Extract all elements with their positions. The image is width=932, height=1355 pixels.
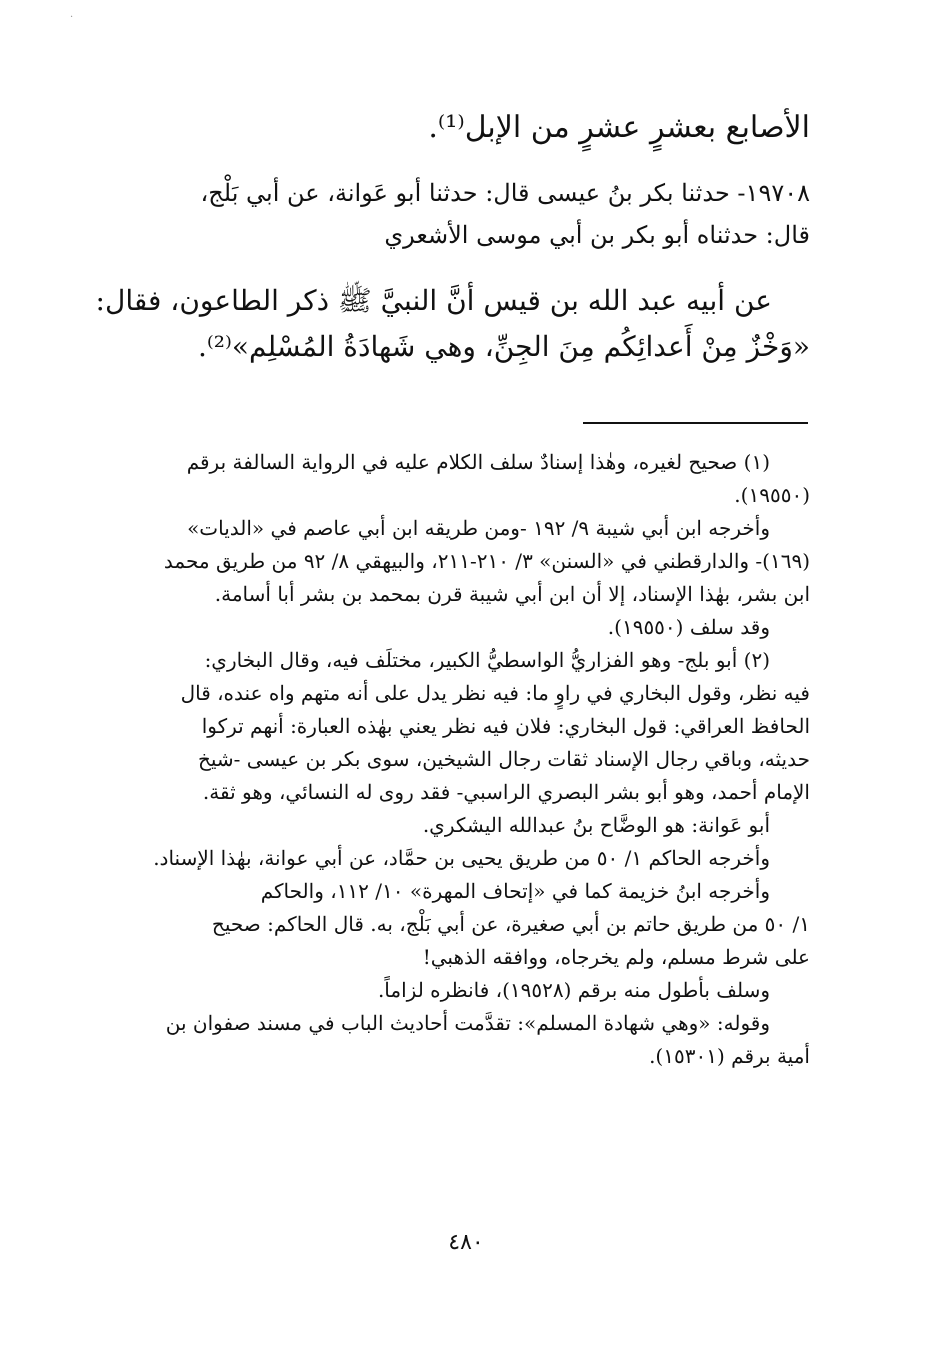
hadith-chain-line: قال: حدثناه أبو بكر بن أبي موسى الأشعري bbox=[384, 221, 810, 249]
main-text-top bbox=[95, 108, 810, 148]
footnote-line: وسلف بأطول منه برقم (١٩٥٢٨)، فانظره لزاماً. bbox=[377, 978, 770, 1002]
footnote-line: على شرط مسلم، ولم يخرجاه، ووافقه الذهبي! bbox=[422, 945, 810, 969]
footnote-line: (١٦٩)- والدارقطني في «السنن» ٣/ ٢١٠-٢١١، والبيهقي ٨/ ٩٢ من طريق محمد bbox=[163, 549, 810, 573]
footnote-line: حديثه، وباقي رجال الإسناد ثقات رجال الشيخين، سوى بكر بن عيسى -شيخ bbox=[197, 747, 810, 771]
page-number: ٤٨٠ bbox=[448, 1230, 484, 1255]
footnote-line: ١/ ٥٠ من طريق حاتم بن أبي صغيرة، عن أبي بَلْج، به. قال الحاكم: صحيح bbox=[211, 912, 810, 936]
footnote-line: (٢) أبو بلج- وهو الفزاريُّ الواسطيُّ الكبير، مختلَف فيه، وقال البخاري: bbox=[204, 648, 770, 672]
footnote-line: وقوله: «وهي شهادة المسلم»: تقدَّمت أحاديث الباب في مسند صفوان بن bbox=[165, 1011, 770, 1035]
scan-mark: · bbox=[70, 12, 74, 23]
footnotes bbox=[95, 446, 810, 1073]
footnote-line: وأخرجه الحاكم ١/ ٥٠ من طريق يحيى بن حمَّاد، عن أبي عوانة، بهٰذا الإسناد. bbox=[153, 846, 770, 870]
text-line: الأصابع بعشرٍ عشرٍ من الإبل⁽¹⁾. bbox=[428, 110, 810, 145]
hadith-text-line: «وَخْزٌ مِنْ أَعدائِكُم مِنَ الجِنِّ، وهي شَهادَةُ المُسْلِم»⁽²⁾. bbox=[198, 330, 810, 363]
hadith-text-line: عن أبيه عبد الله بن قيس أنَّ النبيَّ ﷺ ذكر الطاعون، فقال: bbox=[95, 284, 772, 317]
footnote-line: (١٩٥٥٠). bbox=[734, 483, 810, 507]
footnote-line: الإمام أحمد، وهو أبو بشر البصري الراسبي- فقد روى له النسائي، وهو ثقة. bbox=[202, 780, 810, 804]
hadith-chain-line: ١٩٧٠٨- حدثنا بكر بنُ عيسى قال: حدثنا أبو عَوانة، عن أبي بَلْج، bbox=[200, 179, 810, 207]
footnote-line: ابن بشر، بهٰذا الإسناد، إلا أن ابن أبي شيبة قرن بمحمد بن بشر أبا أسامة. bbox=[214, 582, 810, 606]
footnote-line: الحافظ العراقي: قول البخاري: فلان فيه نظر يعني بهٰذه العبارة: أنهم تركوا bbox=[201, 714, 810, 738]
footnote-line: وأخرجه ابن أبي شيبة ٩/ ١٩٢ -ومن طريقه ابن أبي عاصم في «الديات» bbox=[187, 516, 770, 540]
footnote-line: وأخرجه ابنُ خزيمة كما في «إتحاف المهرة» ١٠/ ١١٢، والحاكم bbox=[260, 879, 770, 903]
footnote-line: (١) صحيح لغيره، وهٰذا إسنادٌ سلف الكلام عليه في الرواية السالفة برقم bbox=[186, 450, 770, 474]
footnote-line: أبو عَوانة: هو الوضَّاح بنُ عبدالله اليشكري. bbox=[422, 813, 770, 837]
footnote-separator bbox=[583, 422, 808, 424]
hadith-text bbox=[95, 278, 810, 370]
footnote-line: وقد سلف (١٩٥٥٠). bbox=[607, 615, 770, 639]
footnote-line: أمية برقم (١٥٣٠١). bbox=[649, 1044, 810, 1068]
footnote-line: فيه نظر، وقول البخاري في راوٍ ما: فيه نظر يدل على أنه متهم واه عنده، قال bbox=[180, 681, 810, 705]
hadith-chain bbox=[95, 172, 810, 256]
